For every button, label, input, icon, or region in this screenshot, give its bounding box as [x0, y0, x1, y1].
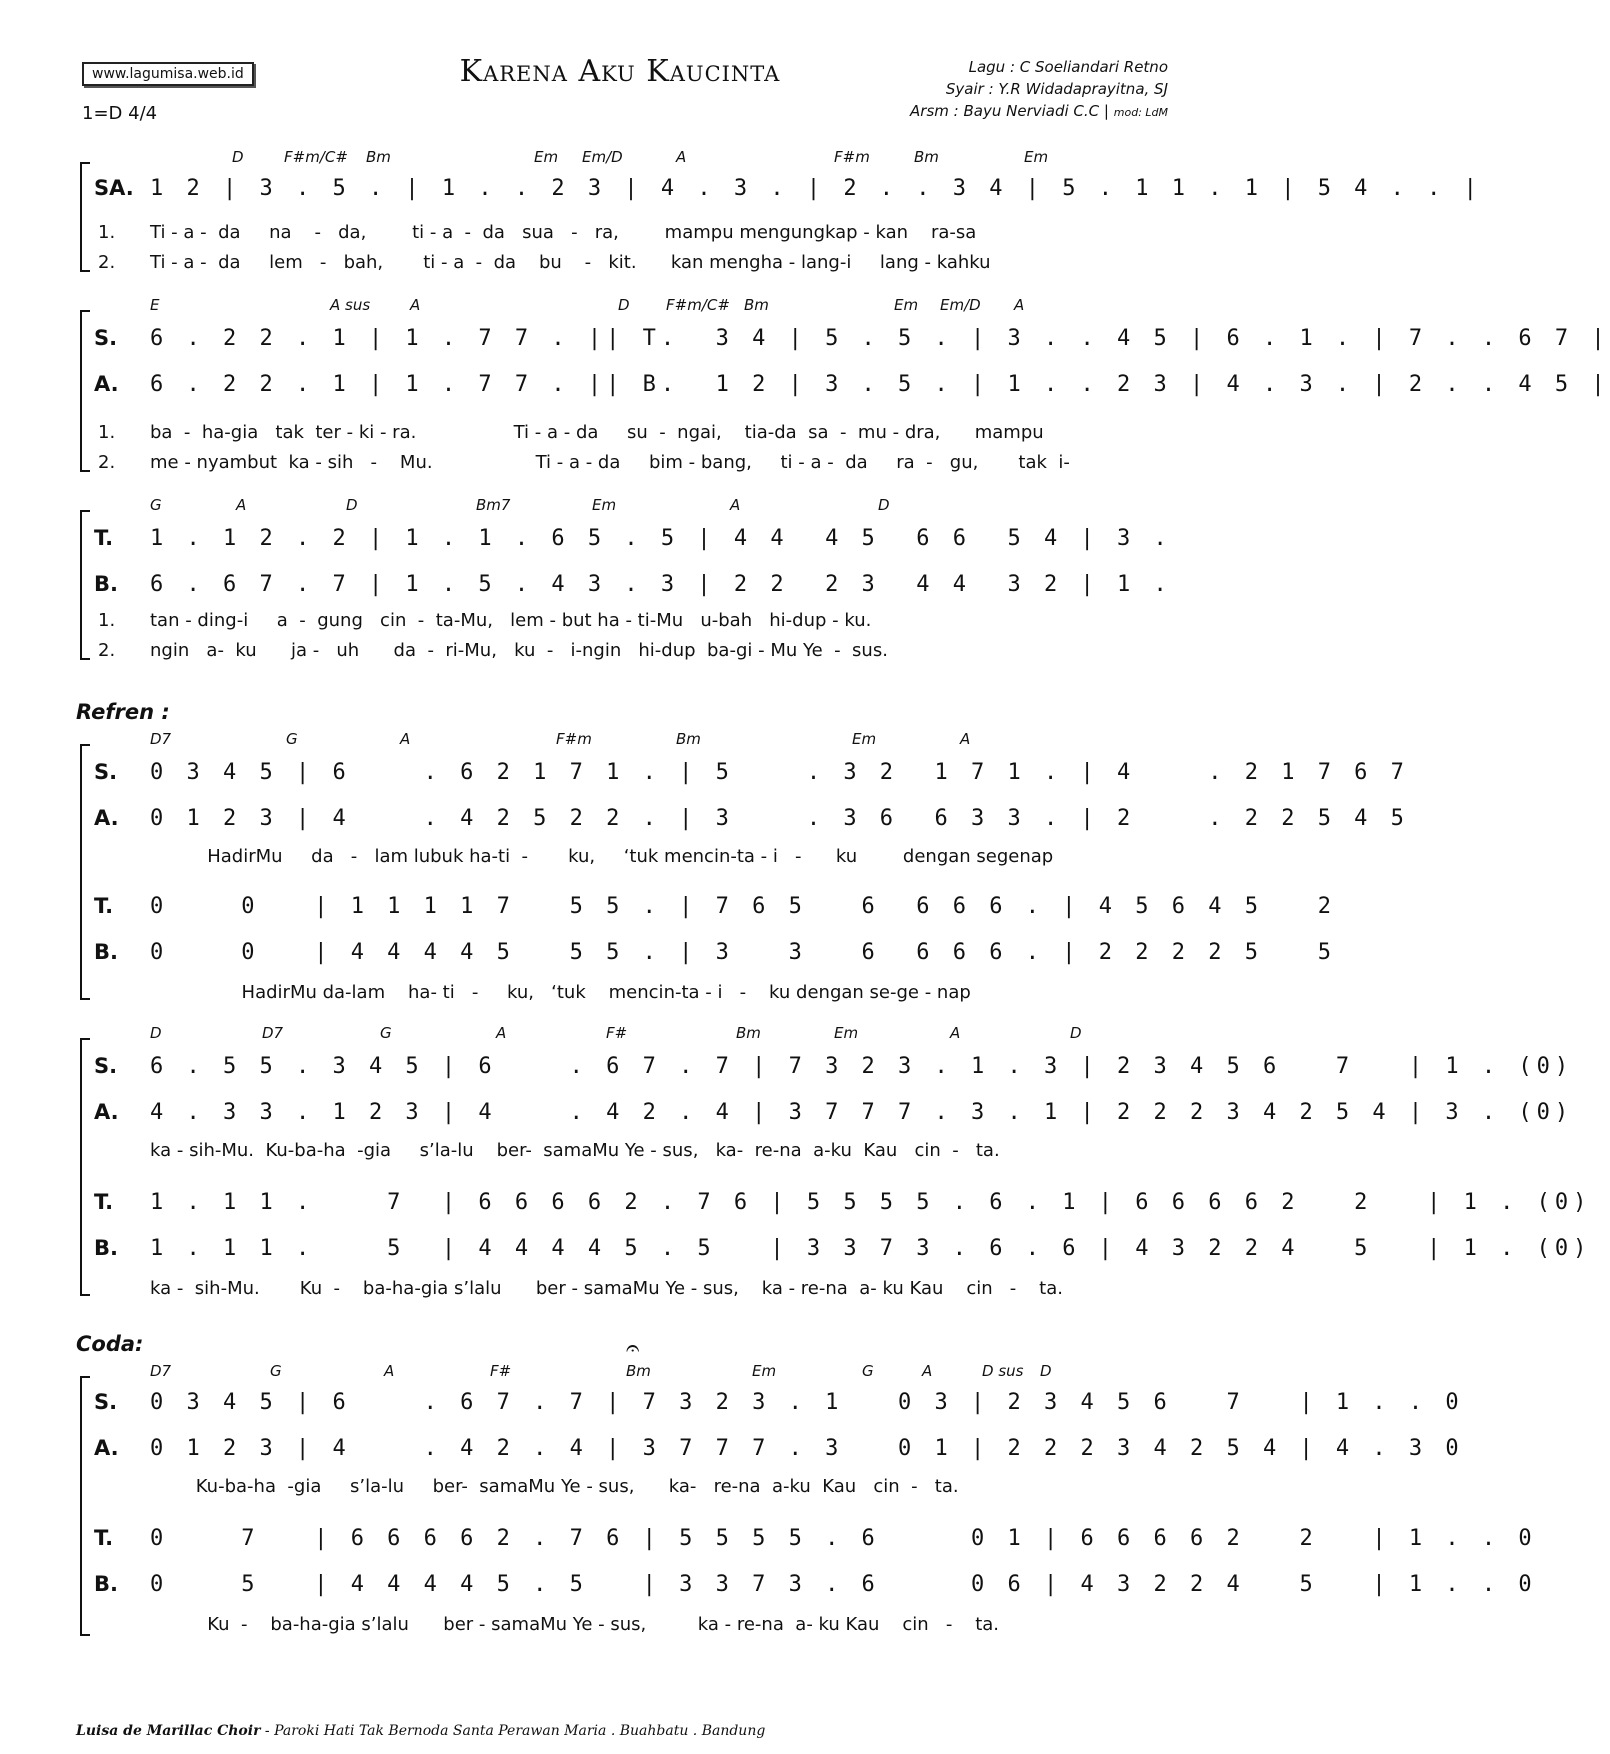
system-bracket [80, 510, 82, 660]
chord-symbol: Bm [736, 1024, 761, 1042]
notation-row: 0 0 | 4 4 4 4 5 5 5 . | 3 3 6 6 6 6 . | 2 2 2 2 5 5 [150, 940, 1336, 965]
footer [76, 1723, 765, 1739]
chord-symbol: D [232, 148, 244, 166]
chord-symbol: D [346, 496, 358, 514]
chord-symbol: D7 [262, 1024, 284, 1042]
notation-row: 1 . 1 2 . 2 | 1 . 1 . 6 5 . 5 | 4 4 4 5 6 6 5 4 | 3 . [150, 526, 1172, 551]
notation-row: 1 . 1 1 . 5 | 4 4 4 4 5 . 5 | 3 3 7 3 . 6 . 6 | 4 3 2 2 4 5 | 1 . (0) [150, 1236, 1592, 1261]
chord-symbol: D7 [150, 1362, 172, 1380]
notation-row: 0 1 2 3 | 4 . 4 2 5 2 2 . | 3 . 3 6 6 3 3 . | 2 . 2 2 5 4 5 [150, 806, 1409, 831]
lyric-line: ba - ha-gia tak ter - ki - ra. Ti - a - da su - ngai, tia-da sa - mu - dra, mampu [150, 422, 1044, 443]
chord-symbol: Bm [914, 148, 939, 166]
notation-row: 0 0 | 1 1 1 1 7 5 5 . | 7 6 5 6 6 6 6 . | 4 5 6 4 5 2 [150, 894, 1336, 919]
system-bracket [80, 310, 82, 472]
lyric-line: Ku-ba-ha -gia s’la-lu ber- samaMu Ye - sus, ka- re-na a-ku Kau cin - ta. [150, 1476, 959, 1497]
composer: Lagu : C Soeliandari Retno [968, 58, 1168, 76]
chord-symbol: Bm [676, 730, 701, 748]
chord-symbol: Em [592, 496, 617, 514]
chord-symbol: A [922, 1362, 933, 1380]
chord-symbol: Em [534, 148, 559, 166]
lyric-line: HadirMu da-lam ha- ti - ku, ‘tuk mencin-ta - i - ku dengan se-ge - nap [150, 982, 971, 1003]
lyric-line: ka - sih-Mu. Ku-ba-ha -gia s’la-lu ber- samaMu Ye - sus, ka- re-na a-ku Kau cin - ta. [150, 1140, 1000, 1161]
website-label: www.lagumisa.web.id [82, 62, 254, 86]
notation-row: 6 . 6 7 . 7 | 1 . 5 . 4 3 . 3 | 2 2 2 3 4 4 3 2 | 1 . [150, 572, 1172, 597]
lyric-line: tan - ding-i a - gung cin - ta-Mu, lem - but ha - ti-Mu u-bah hi-dup - ku. [150, 610, 872, 631]
voice-label: B. [94, 1236, 118, 1260]
notation-row: 0 3 4 5 | 6 . 6 2 1 7 1 . | 5 . 3 2 1 7 1 . | 4 . 2 1 7 6 7 [150, 760, 1409, 785]
voice-label: B. [94, 572, 118, 596]
chord-symbol: F#m [834, 148, 870, 166]
system-bracket [80, 1038, 82, 1296]
chord-symbol: A [676, 148, 687, 166]
chord-symbol: G [270, 1362, 282, 1380]
chord-symbol: A [960, 730, 971, 748]
credits [910, 56, 1168, 124]
chord-symbol: G [150, 496, 162, 514]
verse-number: 2. [98, 252, 116, 273]
chord-symbol: Em [852, 730, 877, 748]
notation-row: 6 . 2 2 . 1 | 1 . 7 7 . || T. 3 4 | 5 . 5 . | 3 . . 4 5 | 6 . 1 . | 7 . . 6 7 | [150, 326, 1610, 351]
chord-symbol: Bm [744, 296, 769, 314]
lyric-line: ka - sih-Mu. Ku - ba-ha-gia s’lalu ber - samaMu Ye - sus, ka - re-na a- ku Kau cin - ta. [150, 1278, 1063, 1299]
arranger-line [910, 100, 1168, 124]
voice-label: S. [94, 1390, 118, 1414]
key-signature: 1=D 4/4 [82, 103, 158, 124]
chord-symbol: A [496, 1024, 507, 1042]
notation-row: 0 1 2 3 | 4 . 4 2 . 4 | 3 7 7 7 . 3 0 1 | 2 2 2 3 4 2 5 4 | 4 . 3 0 [150, 1436, 1464, 1461]
voice-label: A. [94, 372, 119, 396]
chord-symbol: Em/D [582, 148, 623, 166]
chord-symbol: D sus [982, 1362, 1024, 1380]
voice-label: B. [94, 1572, 118, 1596]
notation-row: 0 7 | 6 6 6 6 2 . 7 6 | 5 5 5 5 . 6 0 1 | 6 6 6 6 2 2 | 1 . . 0 [150, 1526, 1537, 1551]
lyric-line: ngin a- ku ja - uh da - ri-Mu, ku - i-ngin hi-dup ba-gi - Mu Ye - sus. [150, 640, 888, 661]
chord-symbol: G [380, 1024, 392, 1042]
chord-symbol: Bm [626, 1362, 651, 1380]
verse-number: 2. [98, 452, 116, 473]
voice-label: T. [94, 1526, 114, 1550]
chord-symbol: Em [834, 1024, 859, 1042]
notation-row: 6 . 5 5 . 3 4 5 | 6 . 6 7 . 7 | 7 3 2 3 . 1 . 3 | 2 3 4 5 6 7 | 1 . (0) [150, 1054, 1574, 1079]
voice-label: T. [94, 1190, 114, 1214]
lyricist: Syair : Y.R Widadaprayitna, SJ [945, 80, 1168, 98]
voice-label: S. [94, 1054, 118, 1078]
system-bracket [80, 162, 82, 272]
voice-label: A. [94, 806, 119, 830]
chord-symbol: D7 [150, 730, 172, 748]
verse-number: 1. [98, 222, 116, 243]
system-bracket [80, 744, 82, 1000]
chord-symbol: Em [1024, 148, 1049, 166]
lyric-line: Ti - a - da na - da, ti - a - da sua - ra, mampu mengungkap - kan ra-sa [150, 222, 977, 243]
notation-row: 4 . 3 3 . 1 2 3 | 4 . 4 2 . 4 | 3 7 7 7 . 3 . 1 | 2 2 2 3 4 2 5 4 | 3 . (0) [150, 1100, 1574, 1125]
chord-symbol: D [1040, 1362, 1052, 1380]
chord-symbol: Em [894, 296, 919, 314]
voice-label: B. [94, 940, 118, 964]
chord-symbol: A [1014, 296, 1025, 314]
chord-symbol: D [150, 1024, 162, 1042]
mod-credit: mod: LdM [1113, 106, 1168, 119]
verse-number: 1. [98, 610, 116, 631]
section-label: Coda: [76, 1332, 144, 1356]
arranger: Arsm : Bayu Nerviadi C.C | [910, 102, 1109, 120]
voice-label: T. [94, 526, 114, 550]
fermata-icon: 𝄐 [626, 1334, 640, 1362]
notation-row: 0 5 | 4 4 4 4 5 . 5 | 3 3 7 3 . 6 0 6 | 4 3 2 2 4 5 | 1 . . 0 [150, 1572, 1537, 1597]
notation-row: 1 . 1 1 . 7 | 6 6 6 6 2 . 7 6 | 5 5 5 5 . 6 . 1 | 6 6 6 6 2 2 | 1 . (0) [150, 1190, 1592, 1215]
chord-symbol: Bm [366, 148, 391, 166]
lyric-line: Ku - ba-ha-gia s’lalu ber - samaMu Ye - sus, ka - re-na a- ku Kau cin - ta. [150, 1614, 1000, 1635]
lyric-line: HadirMu da - lam lubuk ha-ti - ku, ‘tuk mencin-ta - i - ku dengan segenap [150, 846, 1054, 867]
voice-label: A. [94, 1100, 119, 1124]
chord-symbol: A [730, 496, 741, 514]
system-bracket [80, 1376, 82, 1636]
chord-symbol: A [950, 1024, 961, 1042]
chord-symbol: G [862, 1362, 874, 1380]
chord-symbol: A [236, 496, 247, 514]
chord-symbol: A [410, 296, 421, 314]
song-title: Karena Aku Kaucinta [459, 54, 781, 89]
lyric-line: Ti - a - da lem - bah, ti - a - da bu - kit. kan mengha - lang-i lang - kahku [150, 252, 991, 273]
chord-symbol: F#m/C# [666, 296, 730, 314]
notation-row: 0 3 4 5 | 6 . 6 7 . 7 | 7 3 2 3 . 1 0 3 | 2 3 4 5 6 7 | 1 . . 0 [150, 1390, 1464, 1415]
voice-label: T. [94, 894, 114, 918]
parish-name: - Paroki Hati Tak Bernoda Santa Perawan Maria . Buahbatu . Bandung [260, 1723, 766, 1739]
chord-symbol: Em [752, 1362, 777, 1380]
chord-symbol: F#m/C# [284, 148, 348, 166]
chord-symbol: A sus [330, 296, 371, 314]
chord-symbol: G [286, 730, 298, 748]
chord-symbol: E [150, 296, 160, 314]
verse-number: 2. [98, 640, 116, 661]
voice-label: S. [94, 760, 118, 784]
chord-symbol: Bm7 [476, 496, 511, 514]
voice-label: S. [94, 326, 118, 350]
lyric-line: me - nyambut ka - sih - Mu. Ti - a - da bim - bang, ti - a - da ra - gu, tak i- [150, 452, 1070, 473]
voice-label: A. [94, 1436, 119, 1460]
section-label: Refren : [76, 700, 170, 724]
verse-number: 1. [98, 422, 116, 443]
chord-symbol: D [878, 496, 890, 514]
chord-symbol: F# [606, 1024, 628, 1042]
chord-symbol: F#m [556, 730, 592, 748]
choir-name: Luisa de Marillac Choir [76, 1723, 261, 1739]
notation-row: 6 . 2 2 . 1 | 1 . 7 7 . || B. 1 2 | 3 . 5 . | 1 . . 2 3 | 4 . 3 . | 2 . . 4 5 | [150, 372, 1610, 397]
chord-symbol: D [618, 296, 630, 314]
voice-label: SA. [94, 176, 134, 200]
chord-symbol: D [1070, 1024, 1082, 1042]
notation-row: 1 2 | 3 . 5 . | 1 . . 2 3 | 4 . 3 . | 2 . . 3 4 | 5 . 1 1 . 1 | 5 4 . . | [150, 176, 1482, 201]
chord-symbol: F# [490, 1362, 512, 1380]
chord-symbol: Em/D [940, 296, 981, 314]
chord-symbol: A [384, 1362, 395, 1380]
chord-symbol: A [400, 730, 411, 748]
